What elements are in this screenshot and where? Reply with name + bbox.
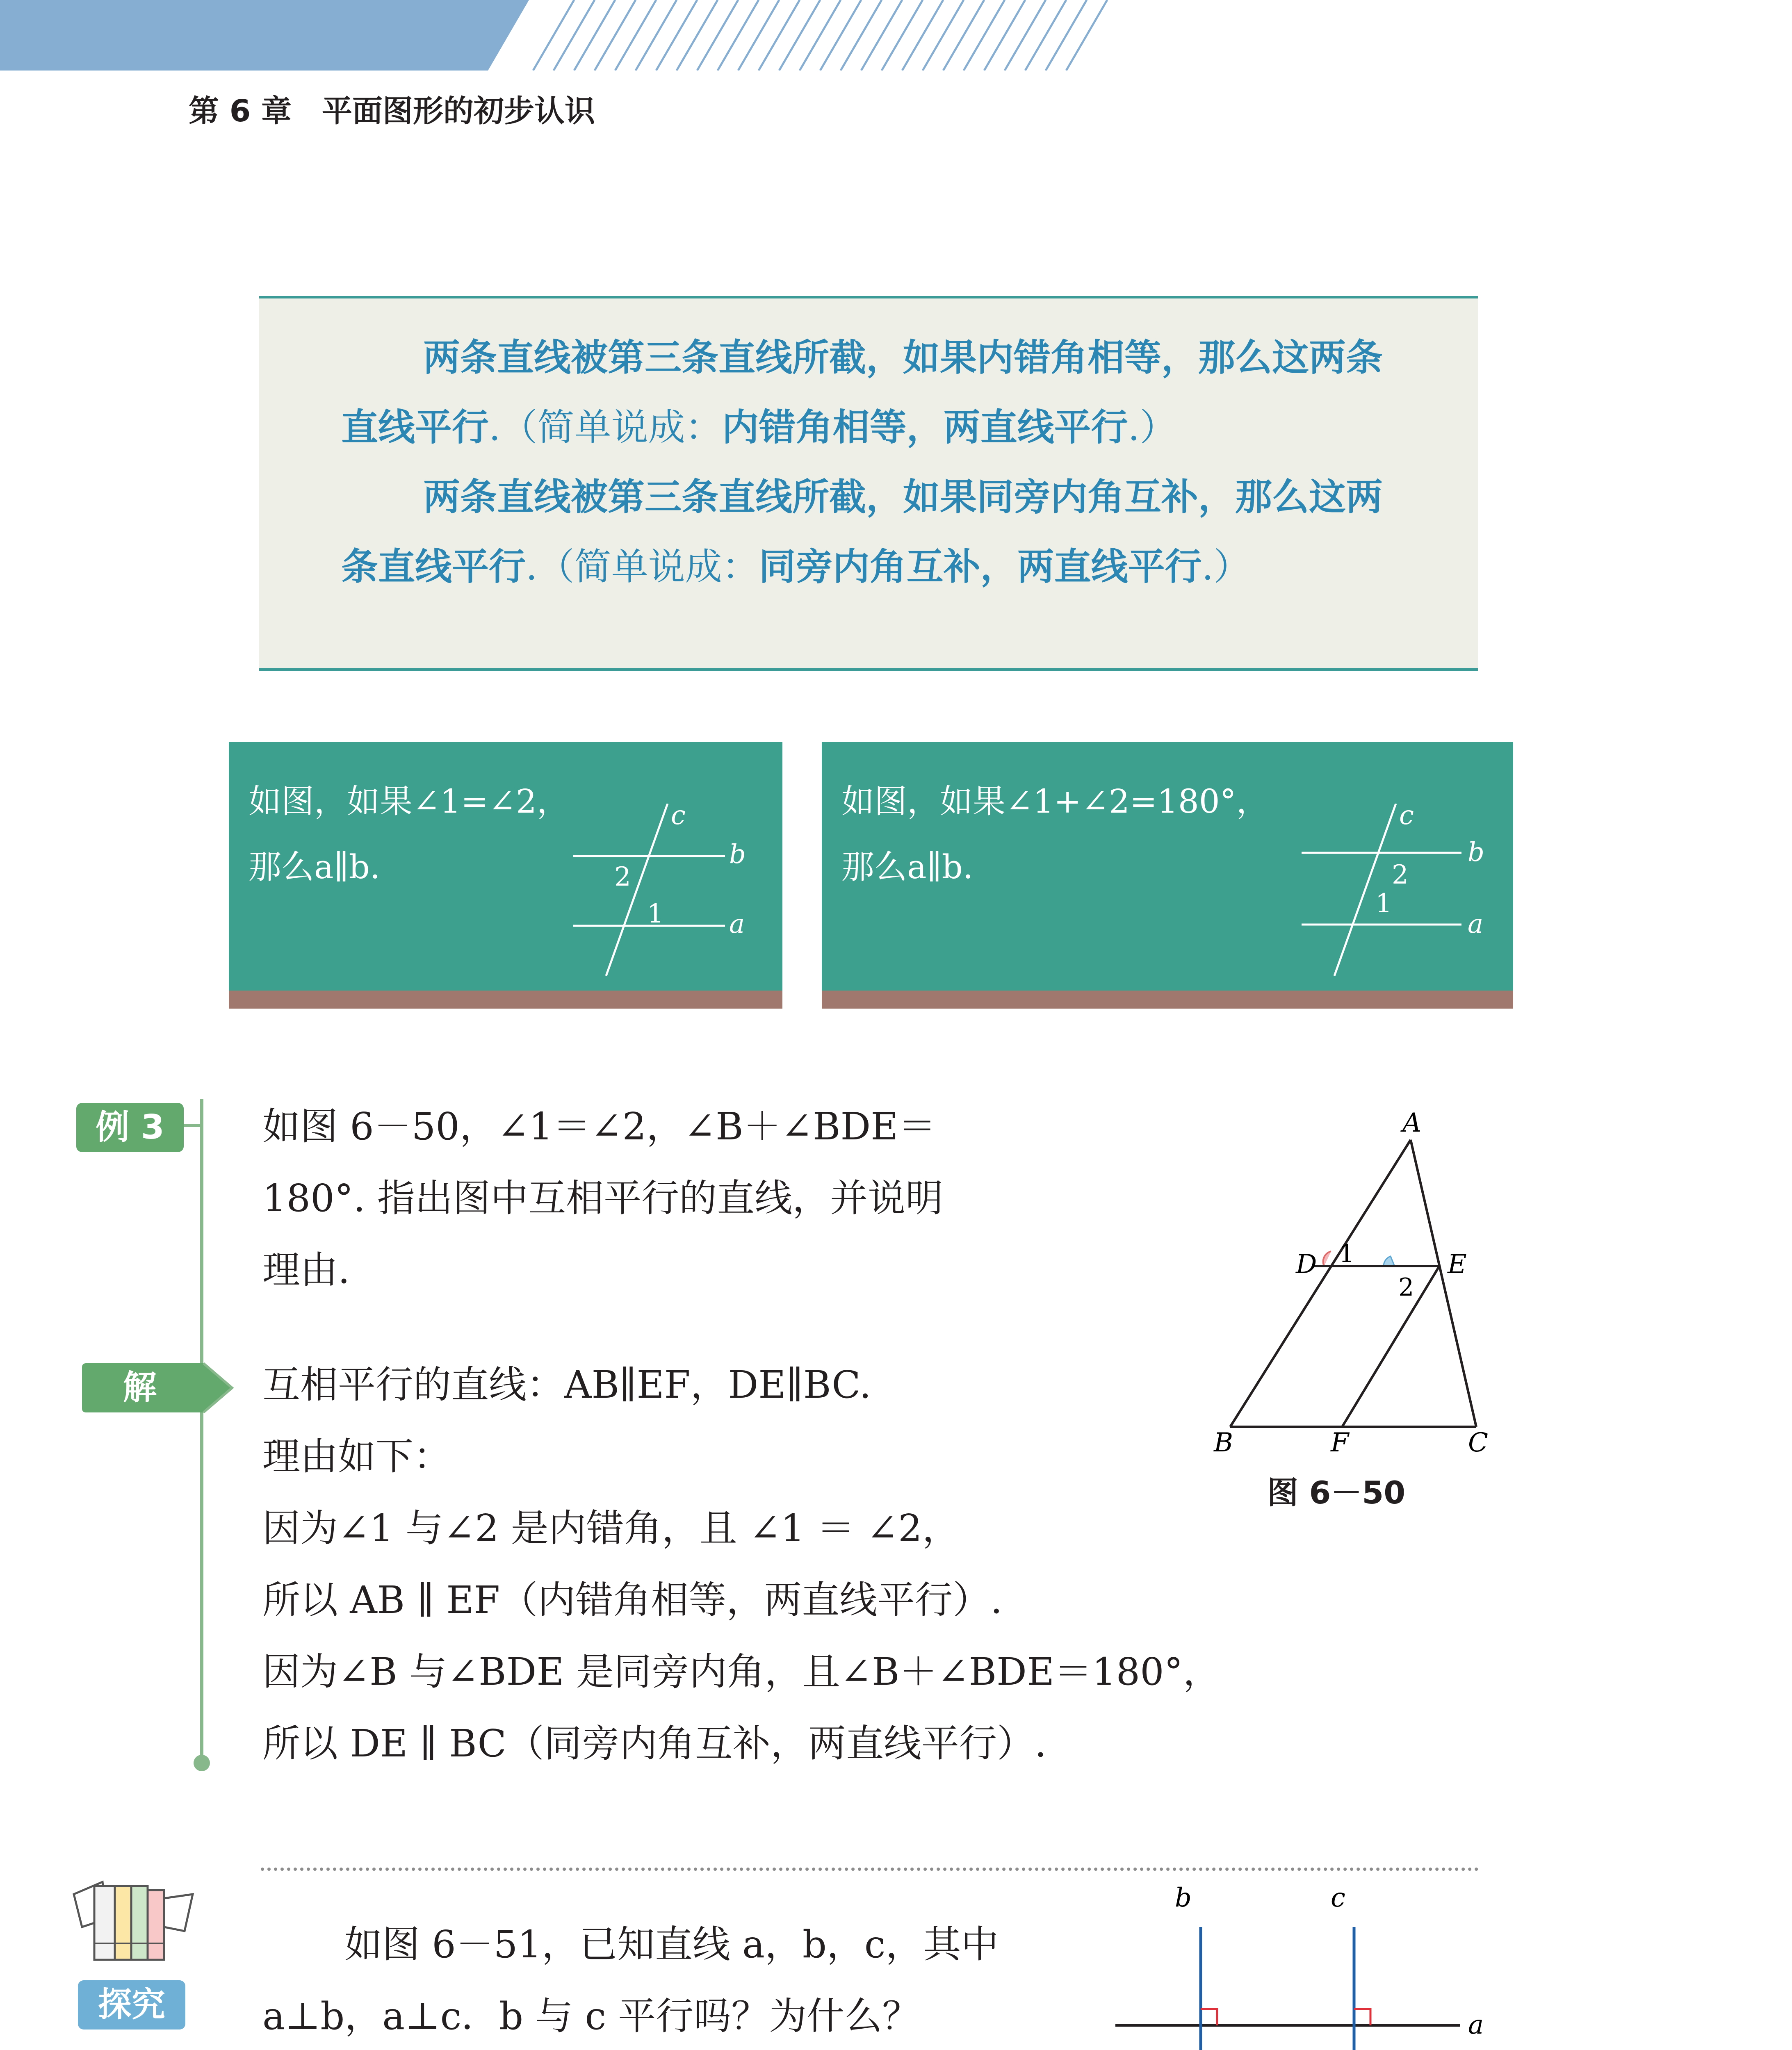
board-text-line1: 如图，如果∠1+∠2=180°， xyxy=(841,782,1269,820)
board2-label-c: c xyxy=(1399,804,1414,831)
fig51-label-c: c xyxy=(1331,1883,1345,1913)
chalkboard-co-interior-angles xyxy=(822,742,1513,1009)
fig51-label-b: b xyxy=(1175,1883,1192,1913)
fig50-label-F: F xyxy=(1331,1428,1349,1458)
explore-text: 如图 6－51，已知直线 a，b，c，其中 xyxy=(344,1922,999,1966)
definition-short: 内错角相等，两直线平行 xyxy=(722,406,1128,449)
definition-co-interior xyxy=(341,462,1416,602)
board1-label-b: b xyxy=(729,839,746,870)
chalkboard-alternate-angles xyxy=(229,742,782,1009)
solution-line: 因为∠B 与∠BDE 是同旁内角，且∠B＋∠BDE＝180°， xyxy=(262,1650,1221,1694)
board2-label-a: a xyxy=(1468,909,1484,939)
solution-line: 因为∠1 与∠2 是内错角，且 ∠1 ＝ ∠2， xyxy=(262,1506,960,1550)
fig50-angle2-label: 2 xyxy=(1398,1273,1414,1302)
solution-line: 所以 AB ∥ EF（内错角相等，两直线平行）. xyxy=(262,1578,1003,1622)
figure-6-51 xyxy=(1107,1882,1501,2050)
fig50-label-B: B xyxy=(1214,1428,1233,1458)
definition-alternate-interior xyxy=(341,323,1416,462)
definition-paren: .（简单说成： xyxy=(489,406,722,449)
definition-box xyxy=(259,296,1478,671)
definition-text: 两条直线被第三条直线所截，如果同旁内角互补，那么这两条直线平行 xyxy=(341,476,1383,588)
books-icon xyxy=(70,1870,201,1968)
example-tag: 例 3 xyxy=(76,1103,184,1152)
fig50-label-D: D xyxy=(1296,1249,1317,1280)
board1-angle2-label: 2 xyxy=(614,862,631,892)
board-rail xyxy=(229,991,782,1009)
board2-angle2-label: 2 xyxy=(1392,860,1409,890)
definition-paren: .） xyxy=(1128,406,1177,449)
board1-label-a: a xyxy=(729,909,745,939)
explore-top-divider xyxy=(261,1868,1479,1871)
explore-text-line2: a⊥b，a⊥c．b 与 c 平行吗？为什么？ xyxy=(262,1994,920,2038)
example-vertical-rule xyxy=(200,1099,203,1763)
header-bar xyxy=(0,0,484,71)
solution-line: 理由如下： xyxy=(262,1435,451,1478)
board2-angle1-label: 1 xyxy=(1375,888,1392,919)
fig50-label-A: A xyxy=(1402,1108,1422,1138)
definition-paren: .（简单说成： xyxy=(526,545,759,588)
solution-line: 互相平行的直线：AB∥EF，DE∥BC. xyxy=(262,1363,871,1407)
board-text-line1: 如图，如果∠1=∠2， xyxy=(249,782,570,820)
example-tag-connector xyxy=(184,1119,204,1132)
figure-6-50-caption: 图 6－50 xyxy=(1267,1474,1406,1511)
board-text-line2: 那么a∥b. xyxy=(841,848,974,886)
explore-text-line1 xyxy=(262,1909,999,1980)
board2-label-b: b xyxy=(1468,837,1484,868)
example-question-line3: 理由. xyxy=(262,1248,350,1292)
definition-short: 同旁内角互补，两直线平行 xyxy=(759,545,1202,588)
fig51-label-a: a xyxy=(1468,2010,1484,2040)
board1-angle1-label: 1 xyxy=(647,899,664,929)
fig50-label-E: E xyxy=(1448,1249,1467,1280)
fig50-label-C: C xyxy=(1468,1428,1488,1458)
example-rule-dot xyxy=(194,1755,210,1771)
explore-tag: 探究 xyxy=(78,1980,185,2029)
example-question-line1: 如图 6－50，∠1＝∠2，∠B＋∠BDE＝ xyxy=(262,1105,936,1148)
board-text-line2: 那么a∥b. xyxy=(249,848,381,886)
header-stripes xyxy=(472,0,1148,71)
definition-text: 两条直线被第三条直线所截，如果内错角相等，那么这两条直线平行 xyxy=(341,336,1383,449)
fig50-angle1-label: 1 xyxy=(1339,1239,1355,1268)
chapter-title: 第 6 章 平面图形的初步认识 xyxy=(189,93,595,129)
figure-6-50 xyxy=(1189,1099,1509,1460)
board1-figure xyxy=(573,804,770,976)
board2-figure xyxy=(1302,804,1507,976)
board1-label-c: c xyxy=(671,804,686,831)
board-rail xyxy=(822,991,1513,1009)
definition-paren: .） xyxy=(1202,545,1251,588)
solution-tag: 解 xyxy=(123,1368,157,1407)
solution-line: 所以 DE ∥ BC（同旁内角互补，两直线平行）. xyxy=(262,1722,1047,1765)
example-question-line2: 180°. 指出图中互相平行的直线，并说明 xyxy=(262,1176,944,1220)
